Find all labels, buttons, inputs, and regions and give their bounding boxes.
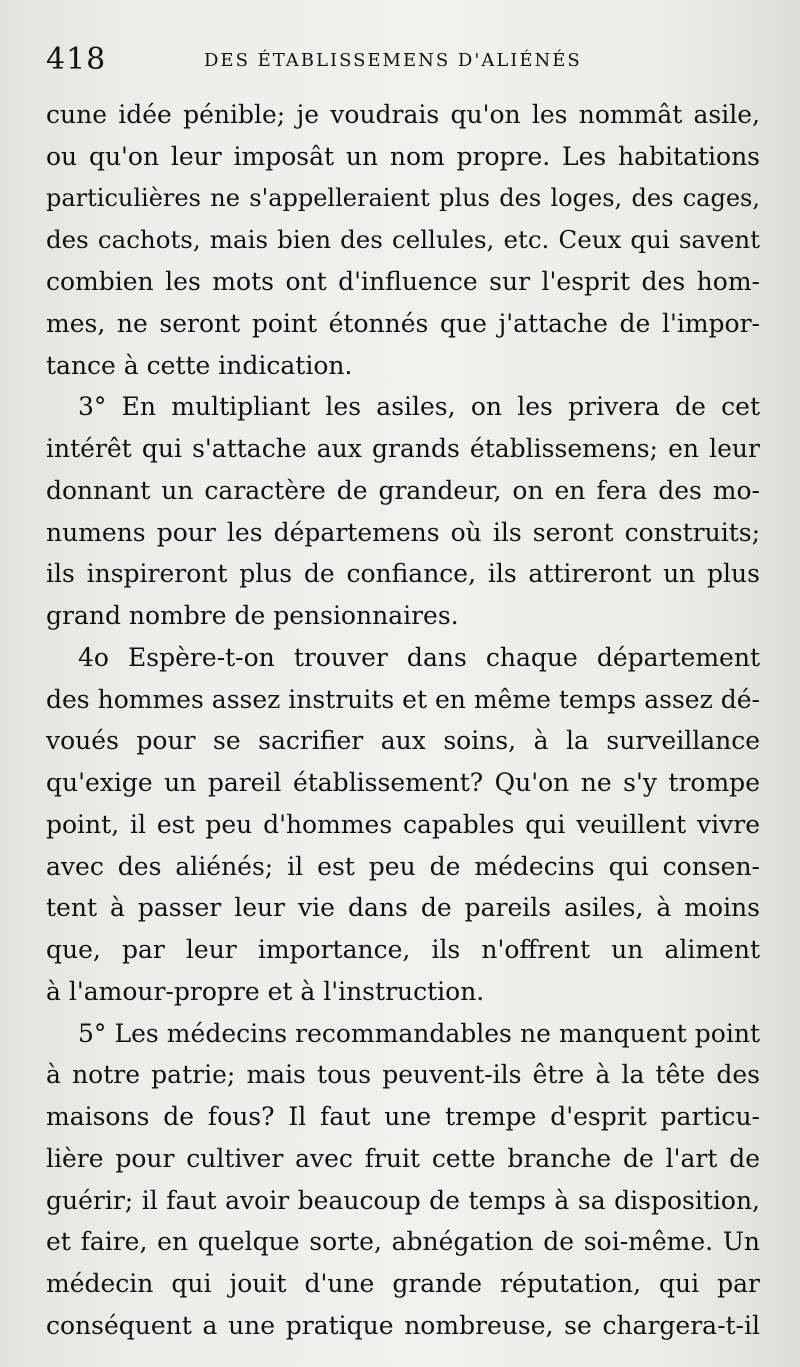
- paragraph-start-line: 3° En multipliant les asiles, on les privera de cet: [78, 392, 760, 422]
- text-line: des cachots, mais bien des cellules, etc. Ceux qui savent: [46, 225, 760, 255]
- text-line: conséquent a une pratique nombreuse, se chargera-t-il: [46, 1310, 760, 1340]
- text-line: ils inspireront plus de confiance, ils attireront un plus: [46, 559, 760, 589]
- text-line: et faire, en quelque sorte, abnégation de soi-même. Un: [46, 1227, 760, 1257]
- text-line: ou qu'on leur imposât un nom propre. Les habitations: [46, 141, 760, 171]
- text-line: voués pour se sacrifier aux soins, à la surveillance: [46, 726, 760, 756]
- paragraph-start-line: 4o Espère-t-on trouver dans chaque département: [78, 642, 760, 672]
- running-head: DES ÉTABLISSEMENS D'ALIÉNÉS: [204, 50, 582, 71]
- text-line: avec des aliénés; il est peu de médecins qui consen-: [46, 851, 760, 881]
- text-line: qu'exige un pareil établissement? Qu'on ne s'y trompe: [46, 768, 760, 797]
- text-line: guérir; il faut avoir beaucoup de temps à sa disposition,: [46, 1185, 760, 1215]
- text-line: tance à cette indication.: [46, 350, 353, 380]
- text-line: tent à passer leur vie dans de pareils asiles, à moins: [46, 893, 760, 923]
- text-line: lière pour cultiver avec fruit cette branche de l'art de: [46, 1143, 760, 1173]
- text-line: point, il est peu d'hommes capables qui veuillent vivre: [46, 809, 760, 839]
- text-line: mes, ne seront point étonnés que j'attache de l'impor-: [46, 308, 760, 338]
- paragraph-start-line: 5° Les médecins recommandables ne manquent point: [78, 1018, 760, 1048]
- page-number: 418: [46, 42, 107, 77]
- text-line: à notre patrie; mais tous peuvent-ils être à la tête des: [46, 1060, 760, 1090]
- text-line: médecin qui jouit d'une grande réputation, qui par: [46, 1269, 760, 1298]
- page-header: [46, 42, 760, 82]
- body-text: [46, 94, 760, 1347]
- text-line: particulières ne s'appelleraient plus des loges, des cages,: [46, 183, 760, 212]
- text-line: à l'amour-propre et à l'instruction.: [46, 976, 485, 1006]
- text-line: numens pour les départemens où ils seront construits;: [46, 517, 760, 547]
- text-line: cune idée pénible; je voudrais qu'on les nommât asile,: [46, 100, 760, 129]
- text-line: des hommes assez instruits et en même temps assez dé-: [46, 684, 760, 714]
- text-line: maisons de fous? Il faut une trempe d'esprit particu-: [46, 1102, 760, 1131]
- text-line: grand nombre de pensionnaires.: [46, 601, 459, 630]
- text-line: combien les mots ont d'influence sur l'esprit des hom-: [46, 267, 760, 296]
- text-line: intérêt qui s'attache aux grands établissemens; en leur: [46, 434, 760, 463]
- text-line: que, par leur importance, ils n'offrent un aliment: [46, 935, 760, 964]
- text-line: donnant un caractère de grandeur, on en fera des mo-: [46, 475, 760, 505]
